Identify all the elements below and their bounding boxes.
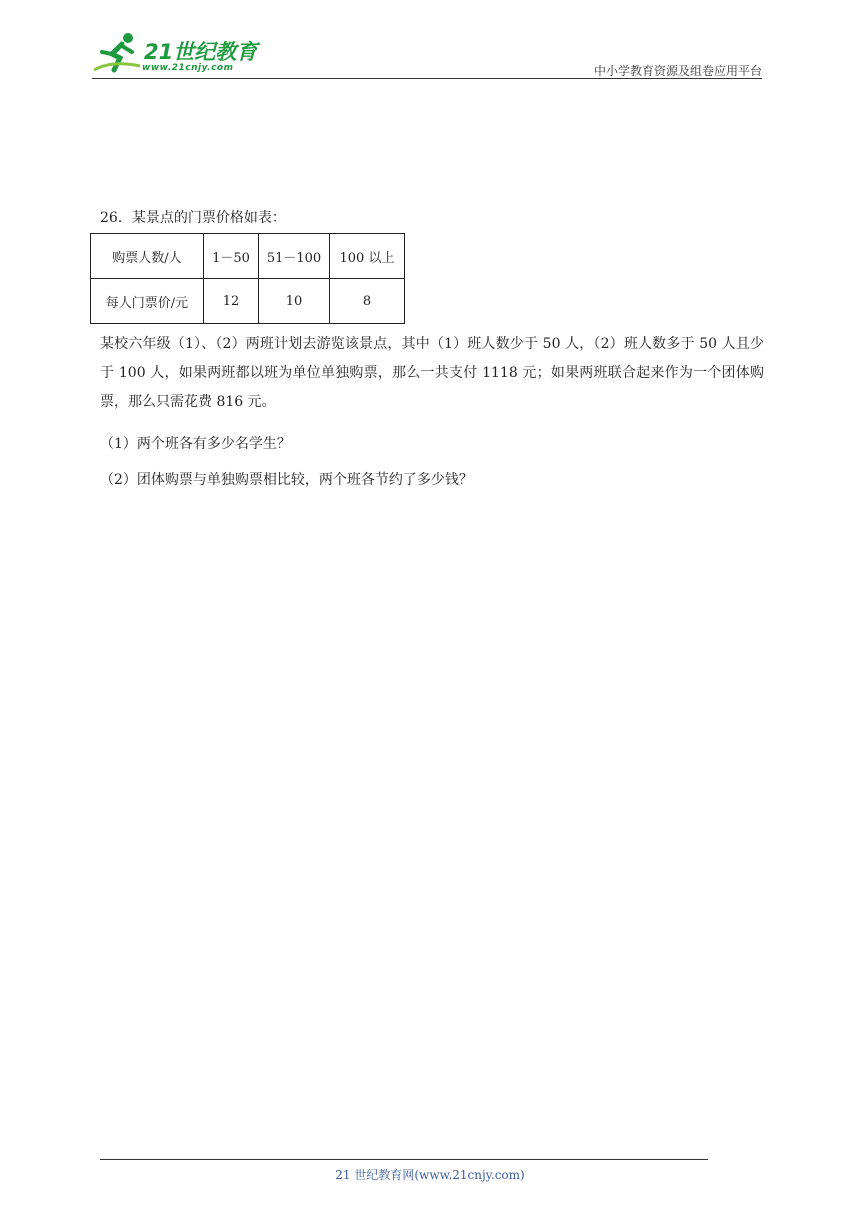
question-paragraph: 某校六年级（1）、（2）两班计划去游览该景点，其中（1）班人数少于 50 人，（2）班人数多于 50 人且少于 100 人，如果两班都以班为单位单独购票，那么一共支付 1118 元；如果两班联合起来作为一个团体购票，那么只需花费 816 元。 (100, 336, 764, 410)
table-cell: 12 (204, 279, 259, 324)
table-row (91, 279, 405, 324)
header-divider (92, 78, 762, 79)
site-logo[interactable] (92, 30, 272, 78)
runner-icon (92, 30, 142, 76)
page-header (92, 30, 762, 82)
table-cell: 1－50 (204, 234, 259, 279)
footer-link[interactable]: 21 世纪教育网(www.21cnjy.com) (335, 1168, 525, 1182)
table-cell: 51－100 (259, 234, 330, 279)
table-cell: 购票人数/人 (91, 234, 204, 279)
question-title: 26．某景点的门票价格如表： (100, 210, 286, 226)
table-cell: 8 (330, 279, 405, 324)
table-cell: 100 以上 (330, 234, 405, 279)
sub-question-2: （2）团体购票与单独购票相比较，两个班各节约了多少钱？ (100, 472, 473, 488)
logo-url: www.21cnjy.com (142, 63, 234, 73)
ticket-price-table (90, 233, 405, 324)
logo-text: 21世纪教育 (144, 40, 258, 64)
footer-divider (100, 1159, 708, 1160)
platform-name: 中小学教育资源及组卷应用平台 (593, 64, 762, 78)
table-cell: 每人门票价/元 (91, 279, 204, 324)
sub-question-1: （1）两个班各有多少名学生？ (100, 436, 291, 452)
table-row (91, 234, 405, 279)
table-cell: 10 (259, 279, 330, 324)
